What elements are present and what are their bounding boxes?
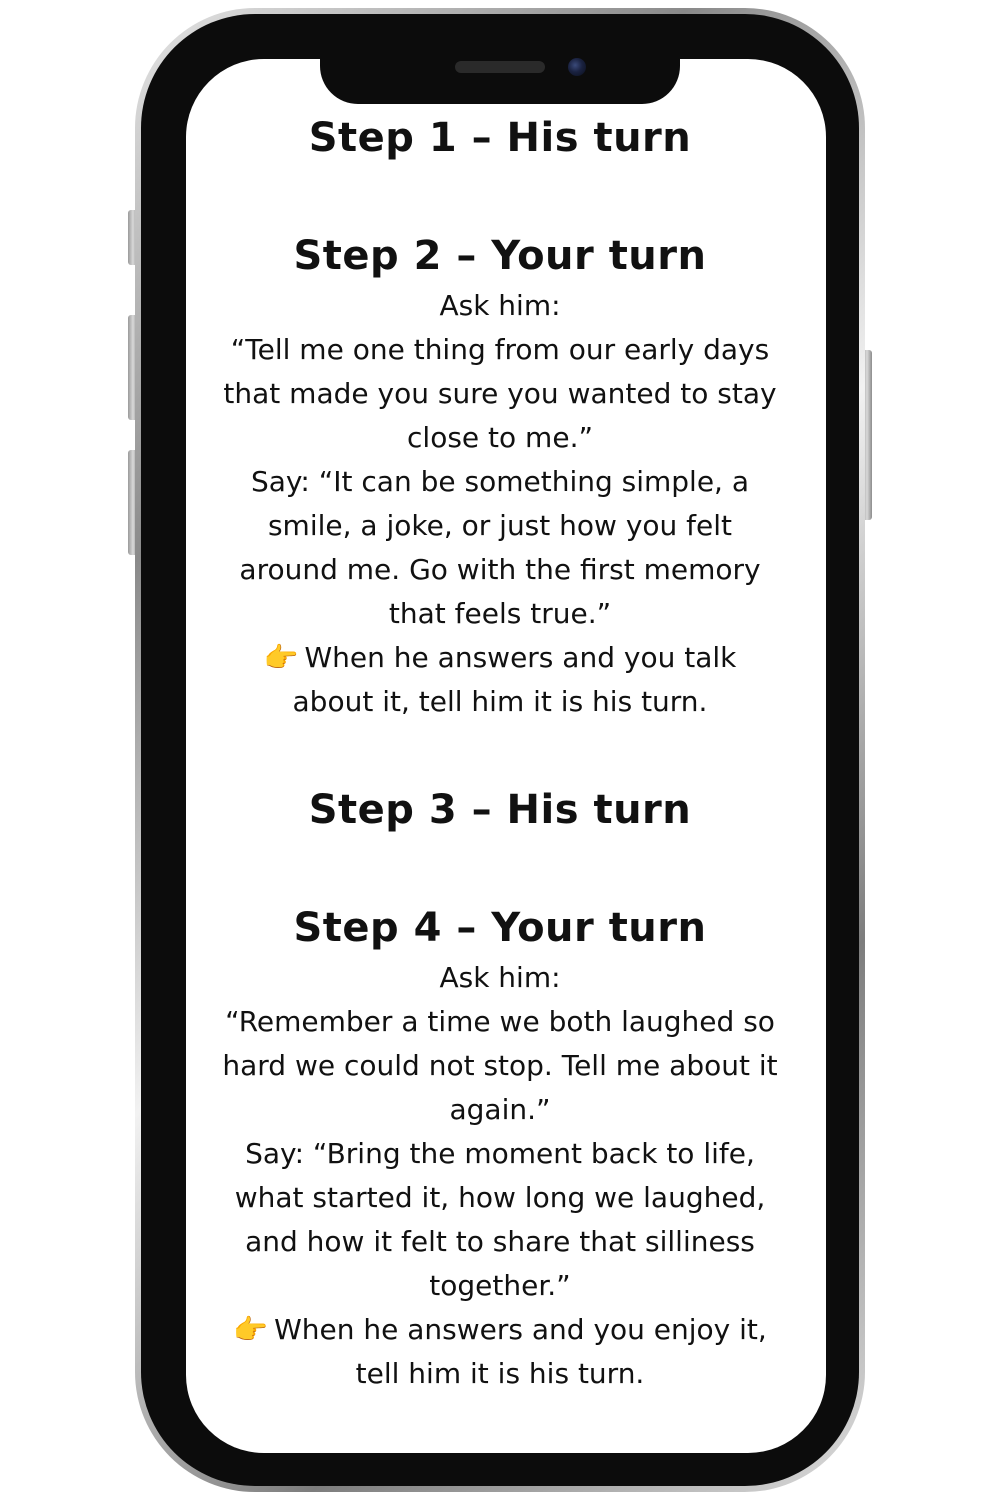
step-2-line: Ask him: xyxy=(439,289,561,322)
step-2-line: “Tell me one thing from our early days xyxy=(230,333,770,366)
step-3-title: Step 3 – His turn xyxy=(308,787,692,833)
pointing-hand-icon: 👉 xyxy=(233,1313,269,1346)
step-4-tip-line xyxy=(180,1308,820,1352)
step-4-line: Say: “Bring the moment back to life, xyxy=(245,1137,755,1170)
phone-notch xyxy=(320,42,680,104)
step-2-line: close to me.” xyxy=(407,421,593,454)
pointing-hand-icon: 👉 xyxy=(263,641,299,674)
step-4-tip-text: When he answers and you enjoy it, xyxy=(274,1313,767,1346)
step-4-line: “Remember a time we both laughed so xyxy=(225,1005,775,1038)
steps-content xyxy=(180,110,820,1396)
step-4-line: together.” xyxy=(429,1269,571,1302)
step-4-line: Ask him: xyxy=(439,961,561,994)
step-2-tip-text: When he answers and you talk xyxy=(304,641,737,674)
step-4-line: and how it felt to share that silliness xyxy=(245,1225,755,1258)
step-2-tip-line xyxy=(180,636,820,680)
step-4-body xyxy=(180,956,820,1396)
step-2-title: Step 2 – Your turn xyxy=(293,233,707,279)
step-2-body xyxy=(180,284,820,724)
front-camera-icon xyxy=(568,58,586,76)
step-4-tip-line: tell him it is his turn. xyxy=(355,1357,645,1390)
step-2-line: around me. Go with the first memory xyxy=(239,553,761,586)
step-4-line: what started it, how long we laughed, xyxy=(234,1181,766,1214)
speaker-grille xyxy=(455,61,545,73)
step-2-line: smile, a joke, or just how you felt xyxy=(267,509,733,542)
step-2-line: that made you sure you wanted to stay xyxy=(223,377,777,410)
step-2-line: Say: “It can be something simple, a xyxy=(250,465,750,498)
step-2-tip-line: about it, tell him it is his turn. xyxy=(292,685,708,718)
step-2-line: that feels true.” xyxy=(388,597,612,630)
step-1-title: Step 1 – His turn xyxy=(308,115,692,161)
step-4-line: hard we could not stop. Tell me about it xyxy=(222,1049,778,1082)
step-4-title: Step 4 – Your turn xyxy=(293,905,707,951)
step-4-line: again.” xyxy=(449,1093,551,1126)
